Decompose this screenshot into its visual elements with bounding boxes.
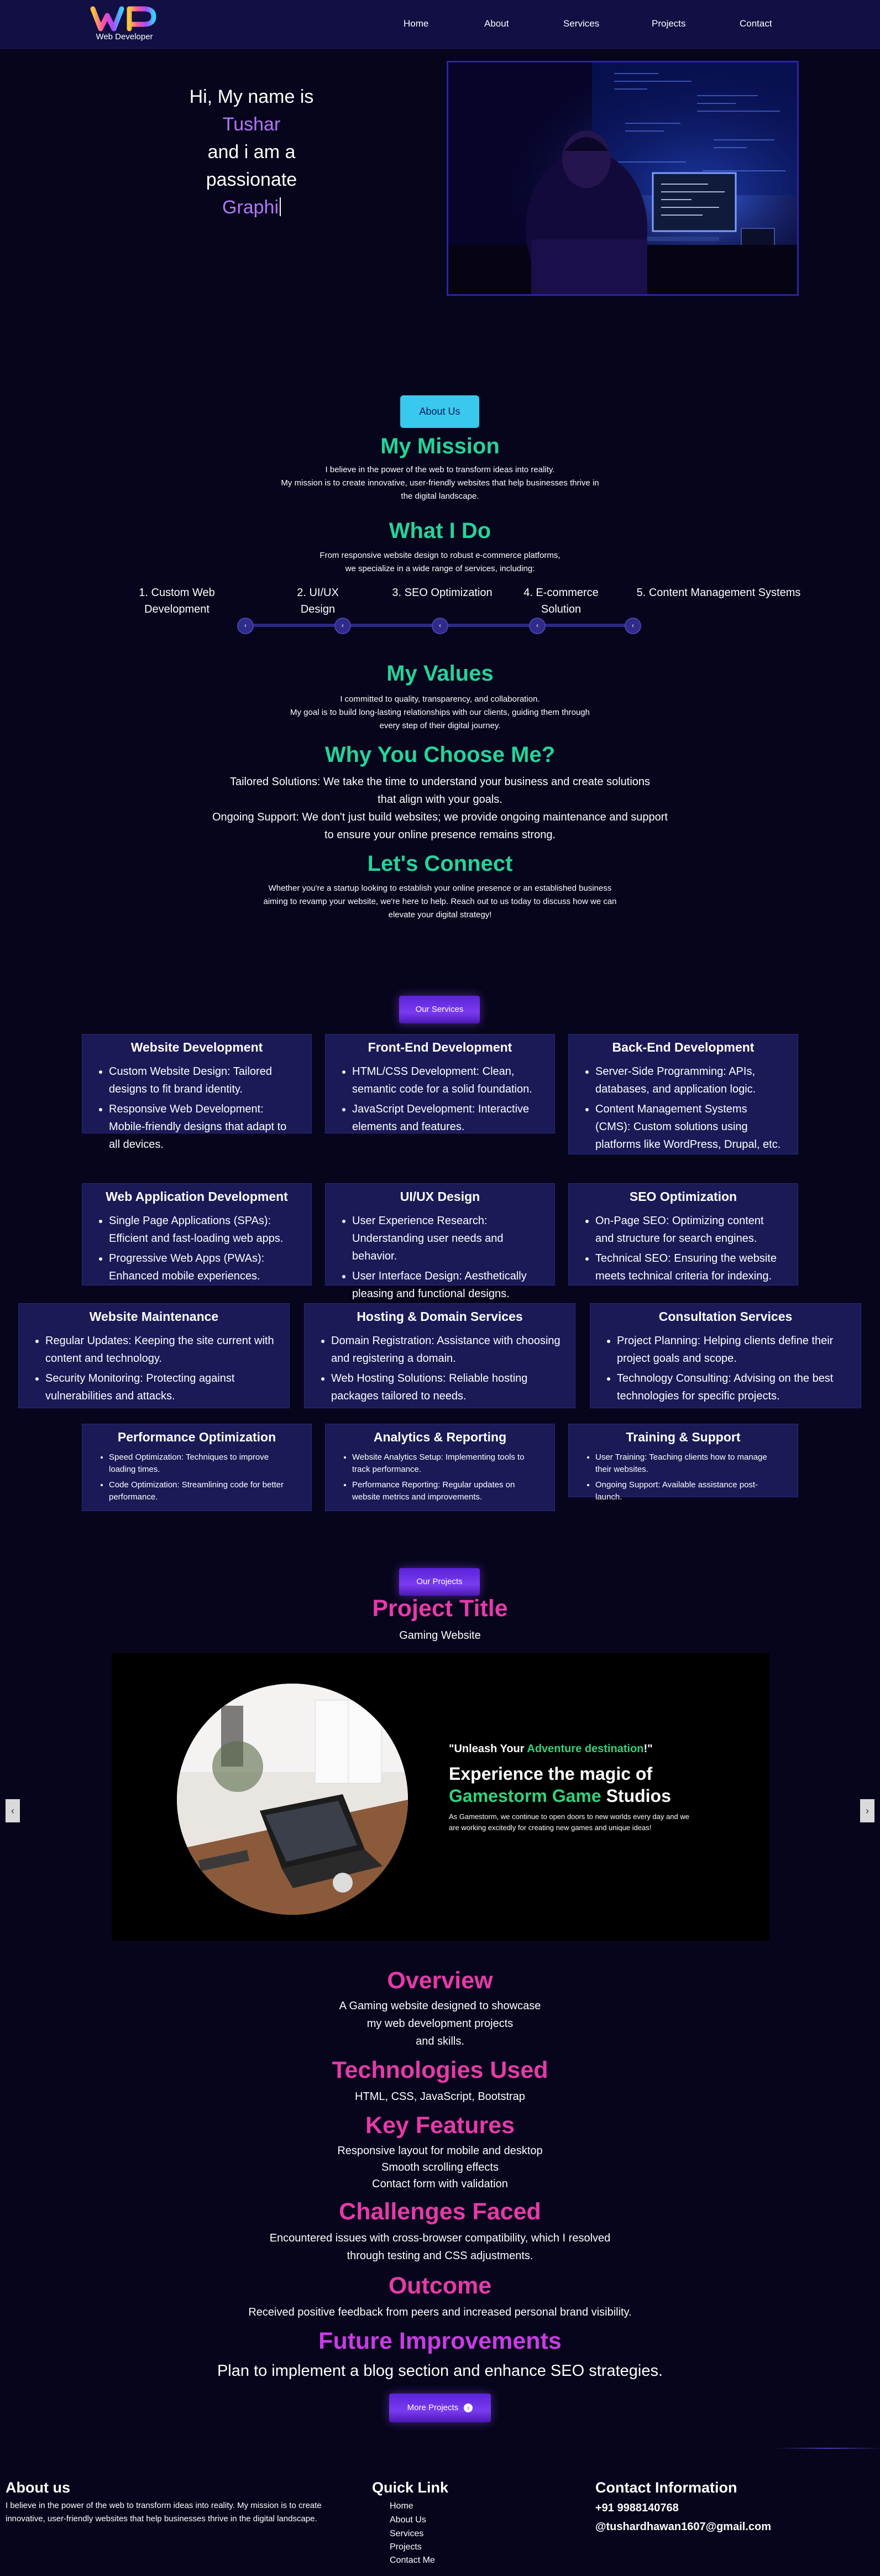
hero-greeting: Hi, My name is	[189, 86, 314, 107]
why-choose-heading: Why You Choose Me?	[324, 743, 556, 767]
future-improvements-heading: Future Improvements	[318, 2328, 562, 2354]
service-card-item: • Domain Registration: Assistance with choosing and registering a domain.	[331, 1332, 561, 1367]
footer-link-about[interactable]: About Us	[390, 2515, 426, 2525]
mission-text-1: I believe in the power of the web to transform ideas into reality.	[325, 465, 555, 474]
service-card	[568, 1034, 798, 1154]
connect-text-2: aiming to revamp your website, we're here to help. Reach out to us today to discuss how we can	[263, 897, 617, 906]
hero-typed-text: Graphi	[222, 197, 279, 218]
hero-name: Tushar	[222, 114, 281, 135]
slide-quote-suffix: !"	[643, 1743, 653, 1755]
service-card	[325, 1034, 555, 1133]
footer-about-text-1: I believe in the power of the web to transform ideas into reality. My mission is to create	[6, 2501, 322, 2510]
service-card-title: UI/UX Design	[400, 1189, 480, 1204]
slide-headline-1: Experience the magic of	[449, 1764, 653, 1784]
hero-image	[447, 61, 799, 296]
arrow-circle-icon: ›	[464, 2403, 473, 2412]
why-text-2: that align with your goals.	[378, 793, 502, 806]
footer-link-home[interactable]: Home	[390, 2501, 413, 2511]
values-heading: My Values	[386, 661, 494, 686]
service-card-item: • Regular Updates: Keeping the site current with content and technology.	[45, 1332, 275, 1367]
timeline-dot-icon: ‹	[529, 618, 546, 634]
service-card-item: • Security Monitoring: Protecting against vulnerabilities and attacks.	[45, 1370, 275, 1405]
service-card-title: Analytics & Reporting	[373, 1430, 507, 1444]
values-text-1: I committed to quality, transparency, and collaboration.	[340, 694, 540, 704]
nav-link-home[interactable]: Home	[404, 18, 429, 29]
typing-caret	[280, 197, 281, 216]
service-card-title: SEO Optimization	[629, 1189, 737, 1204]
service-step-1	[122, 584, 232, 618]
project-subtitle: Gaming Website	[399, 1629, 481, 1642]
slide-headline-suffix: Studios	[601, 1786, 671, 1806]
service-card-item: • Technology Consulting: Advising on the best technologies for specific projects.	[617, 1370, 846, 1405]
footer-link-contact[interactable]: Contact Me	[390, 2556, 435, 2565]
values-text-2: My goal is to build long-lasting relationships with our clients, guiding them through	[290, 708, 590, 717]
service-step-2-line1: 2. UI/UX	[297, 587, 339, 599]
service-card-title: Front-End Development	[368, 1040, 512, 1054]
service-card-title: Performance Optimization	[117, 1430, 276, 1444]
feature-item-3: Contact form with validation	[372, 2178, 508, 2190]
outcome-heading: Outcome	[388, 2272, 492, 2299]
what-i-do-heading: What I Do	[389, 519, 491, 543]
slide-headline-2	[449, 1786, 671, 1806]
service-step-3	[384, 584, 500, 601]
why-text-1: Tailored Solutions: We take the time to understand your business and create solutions	[229, 776, 651, 788]
service-card-title: Website Development	[130, 1040, 263, 1054]
slider-prev-arrow-icon[interactable]: ‹	[6, 1799, 20, 1822]
feature-item-2: Smooth scrolling effects	[381, 2161, 499, 2173]
future-improvements-text: Plan to implement a blog section and enhance SEO strategies.	[217, 2362, 663, 2380]
service-card	[325, 1183, 555, 1300]
service-card	[568, 1424, 798, 1502]
footer-link-services[interactable]: Services	[390, 2529, 424, 2538]
overview-text-1: A Gaming website designed to showcase	[339, 2000, 541, 2012]
technologies-heading: Technologies Used	[332, 2057, 548, 2083]
slide-body-1: As Gamestorm, we continue to open doors to new worlds every day and we	[449, 1812, 689, 1821]
timeline-dot-icon: ‹	[625, 618, 641, 634]
connect-text-3: elevate your digital strategy!	[388, 910, 492, 919]
our-projects-pill[interactable]: Our Projects	[399, 1568, 480, 1596]
service-card-item: • Server-Side Programming: APIs, databases, and application logic.	[595, 1063, 783, 1098]
timeline-dot-icon: ‹	[334, 618, 351, 634]
nav-link-services[interactable]: Services	[563, 18, 600, 29]
connect-heading: Let's Connect	[367, 851, 513, 876]
footer-about-text-2: innovative, user-friendly websites that help businesses thrive in the digital landscape.	[6, 2514, 317, 2523]
more-projects-button[interactable]	[389, 2394, 491, 2422]
what-i-do-text-2: we specialize in a wide range of services, including:	[345, 564, 535, 573]
slide-quote-prefix: "Unleash Your	[449, 1743, 527, 1755]
service-card-item: • HTML/CSS Development: Clean, semantic code for a solid foundation.	[352, 1063, 540, 1098]
slider-next-arrow-icon[interactable]: ›	[860, 1799, 874, 1822]
service-card-item: • User Interface Design: Aesthetically pleasing and functional designs.	[352, 1267, 540, 1303]
developer-at-desk-illustration	[448, 62, 797, 294]
service-card-item: • On-Page SEO: Optimizing content and structure for search engines.	[595, 1212, 783, 1247]
overview-heading: Overview	[387, 1967, 493, 1994]
hero-line2: and i am a passionate	[206, 142, 297, 190]
service-card-item: • User Training: Teaching clients how to manage their websites.	[595, 1451, 783, 1476]
footer-contact-heading: Contact Information	[595, 2479, 737, 2496]
overview-text-3: and skills.	[416, 2035, 464, 2047]
service-card-item: • Web Hosting Solutions: Reliable hosting packages tailored to needs.	[331, 1370, 561, 1405]
service-card-title: Training & Support	[626, 1430, 741, 1444]
feature-item-1: Responsive layout for mobile and desktop	[337, 2145, 543, 2157]
what-i-do-text-1: From responsive website design to robust e-commerce platforms,	[319, 551, 561, 560]
service-card-item: • JavaScript Development: Interactive elements and features.	[352, 1100, 540, 1136]
service-card-title: Back-End Development	[612, 1040, 755, 1054]
slide-quote-accent: Adventure destination	[527, 1743, 644, 1755]
footer-link-projects[interactable]: Projects	[390, 2542, 422, 2552]
service-card	[590, 1303, 861, 1408]
connect-text-1: Whether you're a startup looking to establish your online presence or an established business	[268, 884, 612, 893]
nav-link-contact[interactable]: Contact	[740, 18, 772, 29]
key-features-heading: Key Features	[365, 2112, 515, 2139]
mission-heading: My Mission	[380, 434, 500, 458]
our-services-pill[interactable]: Our Services	[399, 996, 480, 1023]
navbar	[0, 0, 880, 49]
hero-intro	[160, 83, 343, 221]
about-us-pill[interactable]: About Us	[400, 395, 479, 428]
service-step-4-line2: Solution	[541, 603, 582, 615]
service-step-1-line1: 1. Custom Web	[139, 587, 215, 599]
service-card	[325, 1424, 555, 1511]
service-card-item: • Ongoing Support: Available assistance post-launch.	[595, 1479, 783, 1503]
challenges-text-1: Encountered issues with cross-browser compatibility, which I resolved	[269, 2232, 611, 2244]
service-card	[82, 1424, 312, 1511]
service-step-5-line1: 5. Content Management Systems	[636, 587, 801, 599]
service-card	[568, 1183, 798, 1286]
service-card-title: Website Maintenance	[89, 1309, 219, 1324]
service-step-4-line1: 4. E-commerce	[523, 587, 599, 599]
mission-text-2: My mission is to create innovative, user-friendly websites that help businesses thrive in	[281, 478, 599, 488]
challenges-heading: Challenges Faced	[339, 2198, 541, 2225]
service-card	[304, 1303, 575, 1408]
service-card-item: • Technical SEO: Ensuring the website meets technical criteria for indexing.	[595, 1250, 783, 1285]
nav-link-about[interactable]: About	[484, 18, 509, 29]
logo-subtitle: Web Developer	[96, 32, 153, 41]
technologies-text: HTML, CSS, JavaScript, Bootstrap	[355, 2091, 525, 2103]
slide-quote	[449, 1743, 653, 1755]
project-laptop-image	[177, 1684, 408, 1915]
footer-quick-link-heading: Quick Link	[372, 2479, 449, 2496]
service-card-item: • Project Planning: Helping clients define their project goals and scope.	[617, 1332, 846, 1367]
overview-text-2: my web development projects	[366, 2018, 514, 2030]
service-card-item: • Website Analytics Setup: Implementing tools to track performance.	[352, 1451, 540, 1476]
footer-email[interactable]: @tushardhawan1607@gmail.com	[595, 2521, 771, 2533]
logo[interactable]	[88, 4, 160, 43]
nav-link-projects[interactable]: Projects	[652, 18, 686, 29]
service-card-item: • Single Page Applications (SPAs): Efficient and fast-loading web apps.	[109, 1212, 297, 1247]
service-step-1-line2: Development	[144, 603, 209, 615]
service-card-item: • Progressive Web Apps (PWAs): Enhanced mobile experiences.	[109, 1250, 297, 1285]
values-text-3: every step of their digital journey.	[379, 721, 501, 730]
project-title: Project Title	[372, 1595, 508, 1622]
service-card-title: Consultation Services	[658, 1309, 793, 1324]
service-step-5	[625, 584, 813, 601]
service-card-item: • Custom Website Design: Tailored designs to fit brand identity.	[109, 1063, 297, 1098]
service-step-2-line2: Design	[300, 603, 336, 615]
why-text-4: to ensure your online presence remains strong.	[324, 829, 556, 841]
service-card-item: • User Experience Research: Understanding user needs and behavior.	[352, 1212, 540, 1265]
outcome-text: Received positive feedback from peers and increased personal brand visibility.	[248, 2306, 632, 2318]
timeline-dot-icon: ‹	[432, 618, 448, 634]
wp-logo-icon	[88, 4, 160, 33]
service-card-item: • Responsive Web Development: Mobile-friendly designs that adapt to all devices.	[109, 1100, 297, 1153]
service-step-2	[276, 584, 359, 618]
service-step-3-line1: 3. SEO Optimization	[392, 587, 493, 599]
service-step-4	[517, 584, 605, 618]
challenges-text-2: through testing and CSS adjustments.	[347, 2250, 533, 2262]
footer-phone[interactable]: +91 9988140768	[595, 2502, 679, 2514]
service-card	[82, 1034, 312, 1151]
service-card-item: • Speed Optimization: Techniques to improve loading times.	[109, 1451, 297, 1476]
slide-body-2: are working excitedly for creating new games and unique ideas!	[449, 1823, 652, 1832]
laptop-on-desk-photo	[177, 1684, 408, 1915]
timeline-dot-icon: ‹	[237, 618, 254, 634]
why-text-3: Ongoing Support: We don't just build websites; we provide ongoing maintenance and support	[212, 811, 668, 823]
service-card-item: • Code Optimization: Streamlining code for better performance.	[109, 1479, 297, 1503]
service-card-title: Web Application Development	[106, 1189, 288, 1204]
service-card-item: • Performance Reporting: Regular updates on website metrics and improvements.	[352, 1479, 540, 1503]
footer-about-heading: About us	[6, 2479, 70, 2496]
service-card-item: • Content Management Systems (CMS): Custom solutions using platforms like WordPress, Drupal, etc.	[595, 1100, 783, 1153]
slide-headline-accent: Gamestorm Game	[449, 1786, 601, 1806]
service-card	[18, 1303, 290, 1408]
service-card	[82, 1183, 312, 1286]
more-projects-label: More Projects	[407, 2403, 459, 2412]
service-card-title: Hosting & Domain Services	[357, 1309, 523, 1324]
footer-divider-glow	[774, 2448, 880, 2449]
mission-text-3: the digital landscape.	[401, 492, 479, 501]
